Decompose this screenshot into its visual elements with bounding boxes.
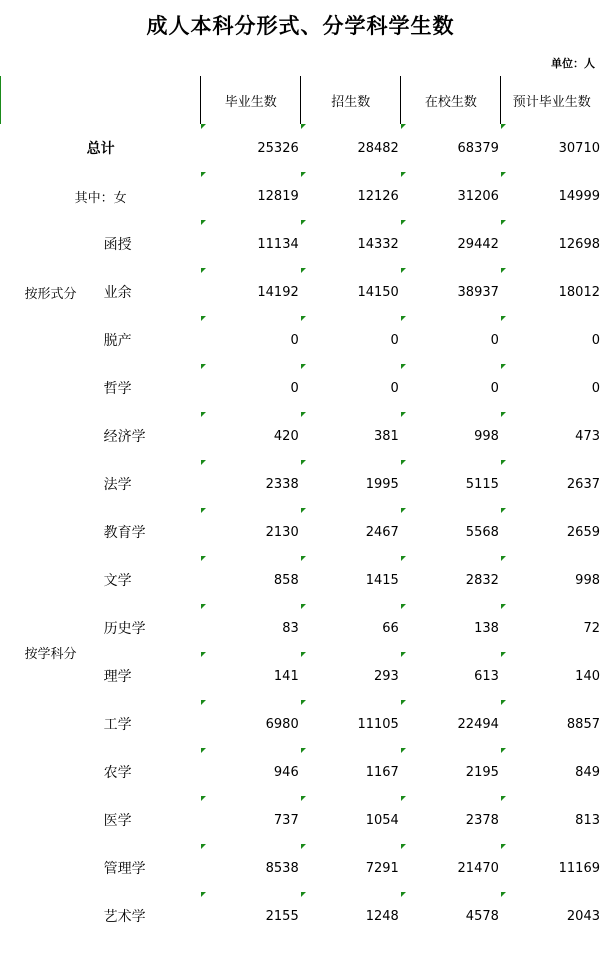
- cell-value: 0: [301, 316, 401, 364]
- cell-value: 141: [201, 652, 301, 700]
- header-corner-cell: [1, 76, 201, 124]
- cell-value: 8857: [501, 700, 601, 748]
- row-label: 经济学: [103, 429, 146, 445]
- column-header-enrollment: 招生数: [301, 76, 401, 124]
- cell-value: 1054: [301, 796, 401, 844]
- column-header-graduates: 毕业生数: [201, 76, 301, 124]
- row-label: 业余: [103, 285, 132, 301]
- cell-value: 12819: [201, 172, 301, 220]
- row-label: 法学: [103, 477, 132, 493]
- cell-value: 30710: [501, 124, 601, 172]
- cell-value: 0: [501, 364, 601, 412]
- cell-value: 737: [201, 796, 301, 844]
- cell-value: 12698: [501, 220, 601, 268]
- cell-value: 6980: [201, 700, 301, 748]
- cell-value: 2637: [501, 460, 601, 508]
- cell-value: 12126: [301, 172, 401, 220]
- cell-value: 0: [401, 316, 501, 364]
- cell-value: 0: [501, 316, 601, 364]
- cell-value: 946: [201, 748, 301, 796]
- row-label: 农学: [103, 765, 132, 781]
- cell-value: 0: [301, 364, 401, 412]
- cell-value: 473: [501, 412, 601, 460]
- row-label: 哲学: [103, 381, 132, 397]
- cell-value: 2378: [401, 796, 501, 844]
- header-row: [1, 76, 601, 124]
- cell-value: 2155: [201, 892, 301, 940]
- cell-value: 998: [501, 556, 601, 604]
- row-label: 脱产: [103, 333, 132, 349]
- cell-value: 849: [501, 748, 601, 796]
- cell-value: 11134: [201, 220, 301, 268]
- cell-value: 420: [201, 412, 301, 460]
- cell-value: 998: [401, 412, 501, 460]
- group-label-by-subject: 按学科分: [24, 646, 77, 662]
- table-row: [1, 220, 601, 268]
- cell-value: 5568: [401, 508, 501, 556]
- cell-value: 613: [401, 652, 501, 700]
- cell-value: 5115: [401, 460, 501, 508]
- cell-value: 2195: [401, 748, 501, 796]
- cell-value: 7291: [301, 844, 401, 892]
- cell-value: 66: [301, 604, 401, 652]
- row-label: 函授: [103, 237, 132, 253]
- cell-value: 138: [401, 604, 501, 652]
- row-label: 教育学: [103, 525, 146, 541]
- cell-value: 858: [201, 556, 301, 604]
- cell-value: 25326: [201, 124, 301, 172]
- cell-value: 4578: [401, 892, 501, 940]
- table-row-total: [1, 124, 601, 172]
- row-label: 艺术学: [103, 909, 146, 925]
- cell-value: 1248: [301, 892, 401, 940]
- cell-value: 11169: [501, 844, 601, 892]
- cell-value: 1415: [301, 556, 401, 604]
- cell-value: 293: [301, 652, 401, 700]
- row-label-total: 总计: [86, 141, 115, 157]
- cell-value: 18012: [501, 268, 601, 316]
- cell-value: 14999: [501, 172, 601, 220]
- cell-value: 38937: [401, 268, 501, 316]
- table-row-female: [1, 172, 601, 220]
- row-label: 工学: [103, 717, 132, 733]
- cell-value: 2130: [201, 508, 301, 556]
- cell-value: 83: [201, 604, 301, 652]
- unit-label: 单位：人: [551, 57, 595, 70]
- cell-value: 14332: [301, 220, 401, 268]
- cell-value: 2832: [401, 556, 501, 604]
- cell-value: 2659: [501, 508, 601, 556]
- cell-value: 21470: [401, 844, 501, 892]
- cell-value: 14150: [301, 268, 401, 316]
- row-label: 文学: [103, 573, 132, 589]
- page-title: 成人本科分形式、分学科学生数: [146, 13, 455, 38]
- cell-value: 2467: [301, 508, 401, 556]
- student-table: [0, 76, 601, 940]
- table-row: [1, 364, 601, 412]
- cell-value: 381: [301, 412, 401, 460]
- cell-value: 22494: [401, 700, 501, 748]
- cell-value: 68379: [401, 124, 501, 172]
- cell-value: 813: [501, 796, 601, 844]
- cell-value: 2338: [201, 460, 301, 508]
- cell-value: 28482: [301, 124, 401, 172]
- cell-value: 31206: [401, 172, 501, 220]
- row-label: 理学: [103, 669, 132, 685]
- cell-value: 140: [501, 652, 601, 700]
- group-label-by-form: 按形式分: [24, 286, 77, 302]
- cell-value: 2043: [501, 892, 601, 940]
- cell-value: 29442: [401, 220, 501, 268]
- column-header-in-school: 在校生数: [401, 76, 501, 124]
- cell-value: 1995: [301, 460, 401, 508]
- cell-value: 1167: [301, 748, 401, 796]
- column-header-expected-graduates: 预计毕业生数: [501, 76, 601, 124]
- row-label-female: 其中：女: [74, 190, 127, 206]
- cell-value: 0: [401, 364, 501, 412]
- row-label: 管理学: [103, 861, 146, 877]
- cell-value: 11105: [301, 700, 401, 748]
- cell-value: 8538: [201, 844, 301, 892]
- cell-value: 72: [501, 604, 601, 652]
- cell-value: 14192: [201, 268, 301, 316]
- cell-value: 0: [201, 364, 301, 412]
- cell-value: 0: [201, 316, 301, 364]
- row-label: 医学: [103, 813, 132, 829]
- row-label: 历史学: [103, 621, 146, 637]
